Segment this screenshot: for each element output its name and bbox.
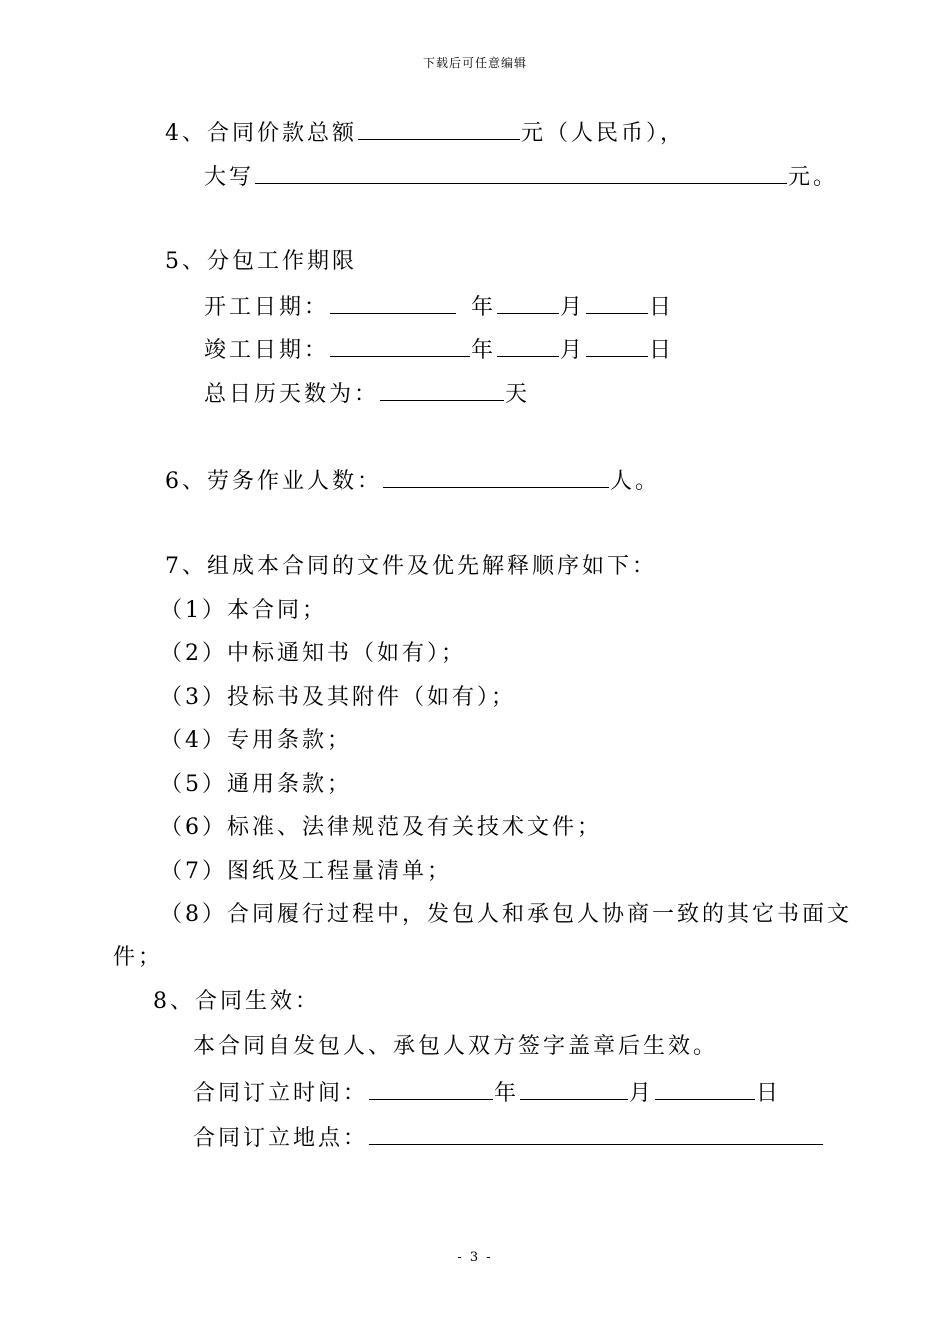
start-date-line: 开工日期： 年 月 日 [204, 288, 674, 322]
document-item: （3）投标书及其附件（如有）； [160, 685, 516, 710]
document-item: （4）专用条款； [160, 728, 352, 753]
total-days-blank[interactable] [380, 375, 504, 401]
uppercase-label: 大写 [204, 165, 255, 190]
document-item: （2）中标通知书（如有）； [160, 641, 466, 666]
document-item: （6）标准、法律规范及有关技术文件； [160, 815, 602, 840]
uppercase-amount-blank[interactable] [255, 158, 787, 184]
end-month-blank[interactable] [497, 331, 559, 357]
page-number: - 3 - [457, 1250, 493, 1265]
total-days-label: 总日历天数为： [204, 382, 380, 407]
start-year-blank[interactable] [330, 288, 456, 314]
start-day-blank[interactable] [586, 288, 648, 314]
contract-price-unit: 元（人民币）， [521, 121, 686, 146]
section-number: 6、 [165, 469, 207, 494]
section-number: 8、 [153, 989, 195, 1014]
signing-time-label: 合同订立时间： [193, 1081, 369, 1106]
contract-price-label: 合同价款总额 [207, 121, 358, 146]
signing-year-blank[interactable] [369, 1074, 493, 1100]
end-year-blank[interactable] [330, 331, 470, 357]
signing-time-line: 合同订立时间： 年 月 日 [193, 1074, 781, 1108]
page-header-note: 下载后可任意编辑 [422, 56, 527, 70]
end-date-line: 竣工日期： 年 月 日 [204, 331, 674, 365]
effectiveness-title: 8、合同生效： [153, 985, 320, 1019]
document-item-continued: 件； [113, 945, 164, 970]
signing-place-line [193, 1119, 824, 1153]
workers-count-line: 6、劳务作业人数： 人。 [165, 462, 660, 496]
work-period-title: 5、分包工作期限 [165, 245, 357, 279]
contract-price-line [165, 114, 685, 148]
document-item: （1）本合同； [160, 598, 327, 623]
signing-day-blank[interactable] [655, 1074, 755, 1100]
signing-place-label: 合同订立地点： [193, 1126, 369, 1151]
workers-count-blank[interactable] [383, 462, 609, 488]
documents-title: 7、组成本合同的文件及优先解释顺序如下： [165, 550, 657, 584]
document-item: （8）合同履行过程中，发包人和承包人协商一致的其它书面文 [160, 902, 852, 927]
document-item: （7）图纸及工程量清单； [160, 859, 452, 884]
section-number: 5、 [165, 249, 207, 274]
start-date-label: 开工日期： [204, 295, 330, 320]
section-number: 7、 [165, 554, 207, 579]
effectiveness-text: 本合同自发包人、承包人双方签字盖章后生效。 [193, 1034, 719, 1059]
end-day-blank[interactable] [586, 331, 648, 357]
uppercase-unit: 元。 [788, 165, 839, 190]
document-item: （5）通用条款； [160, 772, 352, 797]
signing-place-blank[interactable] [369, 1119, 823, 1145]
section-number: 4、 [165, 121, 207, 146]
start-month-blank[interactable] [497, 288, 559, 314]
contract-price-blank[interactable] [358, 114, 520, 140]
end-date-label: 竣工日期： [204, 338, 330, 363]
signing-month-blank[interactable] [520, 1074, 628, 1100]
total-days-line: 总日历天数为： 天 [204, 375, 530, 409]
uppercase-amount-line [204, 158, 838, 192]
workers-count-label: 劳务作业人数： [207, 469, 383, 494]
